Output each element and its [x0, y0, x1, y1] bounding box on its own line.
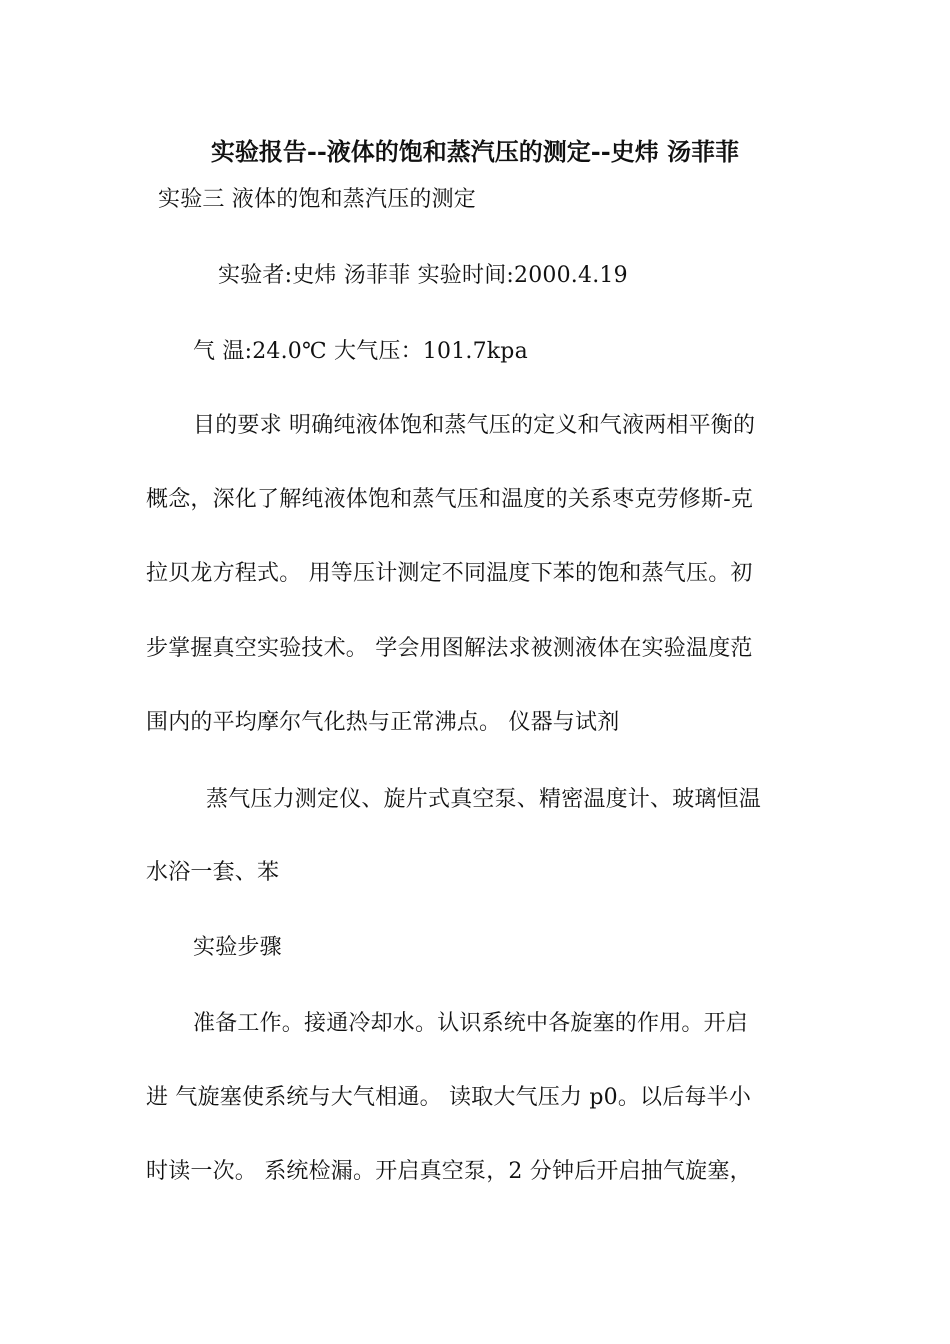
- purpose-line: 拉贝龙方程式。 用等压计测定不同温度下苯的饱和蒸气压。初: [146, 561, 753, 586]
- purpose-line: 目的要求 明确纯液体饱和蒸气压的定义和气液两相平衡的: [193, 413, 756, 438]
- steps-heading: 实验步骤: [193, 935, 282, 960]
- steps-line: 时读一次。 系统检漏。开启真空泵，2 分钟后开启抽气旋塞，: [146, 1159, 752, 1184]
- steps-line: 准备工作。接通冷却水。认识系统中各旋塞的作用。开启: [193, 1011, 749, 1036]
- document-title: 实验报告--液体的饱和蒸汽压的测定--史炜 汤菲菲: [210, 137, 740, 166]
- purpose-line: 围内的平均摩尔气化热与正常沸点。 仪器与试剂: [146, 710, 620, 735]
- apparatus-line: 蒸气压力测定仪、旋片式真空泵、精密温度计、玻璃恒温: [206, 787, 762, 812]
- experimenters-line: 实验者:史炜 汤菲菲 实验时间:2000.4.19: [218, 263, 628, 288]
- steps-line: 进 气旋塞使系统与大气相通。 读取大气压力 p0。以后每半小: [146, 1085, 752, 1110]
- purpose-line: 步掌握真空实验技术。 学会用图解法求被测液体在实验温度范: [146, 636, 753, 661]
- apparatus-line: 水浴一套、苯: [146, 860, 280, 885]
- conditions-line: 气 温:24.0℃ 大气压：101.7kpa: [193, 339, 528, 364]
- purpose-line: 概念，深化了解纯液体饱和蒸气压和温度的关系枣克劳修斯-克: [146, 487, 754, 512]
- experiment-subtitle: 实验三 液体的饱和蒸汽压的测定: [158, 187, 476, 212]
